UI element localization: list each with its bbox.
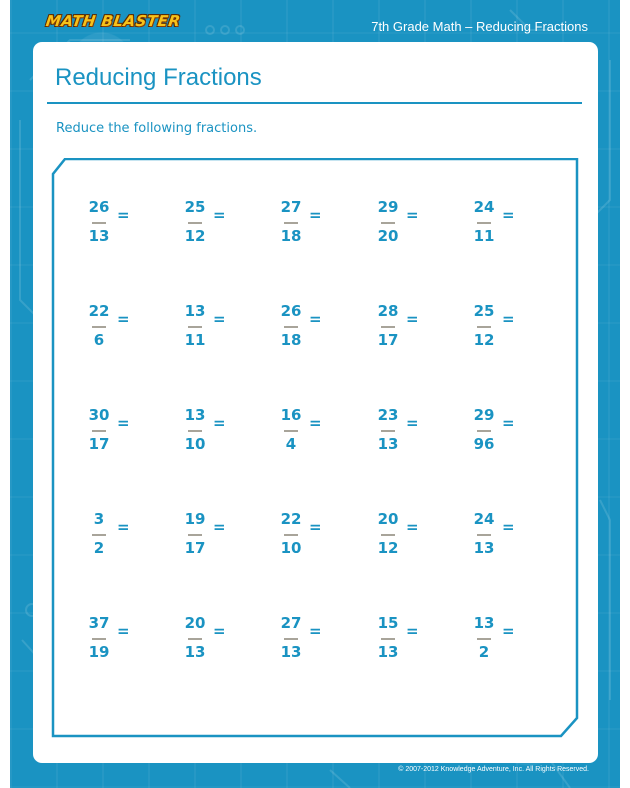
equals-sign: = bbox=[406, 518, 419, 536]
fraction-problem bbox=[375, 302, 435, 352]
fraction-bar bbox=[477, 326, 491, 328]
fraction-problem bbox=[182, 302, 242, 352]
equals-sign: = bbox=[213, 622, 226, 640]
numerator: 27 bbox=[280, 614, 302, 632]
breadcrumb: 7th Grade Math – Reducing Fractions bbox=[371, 19, 588, 34]
fraction-bar bbox=[381, 326, 395, 328]
equals-sign: = bbox=[117, 414, 130, 432]
equals-sign: = bbox=[502, 518, 515, 536]
numerator: 23 bbox=[377, 406, 399, 424]
fraction-bar bbox=[284, 534, 298, 536]
fraction-problem bbox=[86, 614, 146, 664]
fraction-problem bbox=[471, 302, 531, 352]
equals-sign: = bbox=[213, 206, 226, 224]
denominator: 12 bbox=[377, 539, 399, 557]
equals-sign: = bbox=[406, 622, 419, 640]
equals-sign: = bbox=[502, 622, 515, 640]
numerator: 15 bbox=[377, 614, 399, 632]
equals-sign: = bbox=[406, 414, 419, 432]
equals-sign: = bbox=[117, 206, 130, 224]
fraction-bar bbox=[381, 638, 395, 640]
fraction-bar bbox=[188, 534, 202, 536]
fraction-problem bbox=[86, 198, 146, 248]
fraction-problem bbox=[471, 510, 531, 560]
numerator: 24 bbox=[473, 510, 495, 528]
copyright-text: © 2007-2012 Knowledge Adventure, Inc. All Rights Reserved. bbox=[398, 766, 589, 773]
denominator: 12 bbox=[473, 331, 495, 349]
page-title: Reducing Fractions bbox=[55, 64, 262, 91]
denominator: 2 bbox=[478, 643, 490, 661]
denominator: 20 bbox=[377, 227, 399, 245]
numerator: 29 bbox=[473, 406, 495, 424]
fraction-bar bbox=[188, 430, 202, 432]
equals-sign: = bbox=[406, 310, 419, 328]
denominator: 4 bbox=[285, 435, 297, 453]
equals-sign: = bbox=[502, 310, 515, 328]
equals-sign: = bbox=[502, 414, 515, 432]
denominator: 10 bbox=[280, 539, 302, 557]
fraction-problem bbox=[278, 510, 338, 560]
math-blaster-logo[interactable]: MATH BLASTER bbox=[44, 12, 182, 30]
denominator: 18 bbox=[280, 331, 302, 349]
denominator: 2 bbox=[93, 539, 105, 557]
numerator: 30 bbox=[88, 406, 110, 424]
equals-sign: = bbox=[213, 414, 226, 432]
numerator: 13 bbox=[184, 406, 206, 424]
numerator: 26 bbox=[88, 198, 110, 216]
fraction-problem bbox=[86, 510, 146, 560]
denominator: 11 bbox=[473, 227, 495, 245]
fraction-bar bbox=[381, 222, 395, 224]
fraction-bar bbox=[284, 638, 298, 640]
fraction-problem bbox=[182, 198, 242, 248]
title-divider bbox=[47, 102, 582, 104]
numerator: 20 bbox=[377, 510, 399, 528]
numerator: 26 bbox=[280, 302, 302, 320]
equals-sign: = bbox=[117, 518, 130, 536]
denominator: 10 bbox=[184, 435, 206, 453]
equals-sign: = bbox=[213, 310, 226, 328]
equals-sign: = bbox=[502, 206, 515, 224]
equals-sign: = bbox=[309, 518, 322, 536]
fraction-problem bbox=[182, 614, 242, 664]
denominator: 13 bbox=[88, 227, 110, 245]
fraction-problem bbox=[86, 406, 146, 456]
numerator: 24 bbox=[473, 198, 495, 216]
denominator: 13 bbox=[184, 643, 206, 661]
denominator: 13 bbox=[473, 539, 495, 557]
fraction-problem bbox=[278, 302, 338, 352]
fraction-problem bbox=[471, 406, 531, 456]
denominator: 12 bbox=[184, 227, 206, 245]
fraction-problem bbox=[182, 406, 242, 456]
denominator: 18 bbox=[280, 227, 302, 245]
fraction-bar bbox=[188, 638, 202, 640]
fraction-bar bbox=[92, 222, 106, 224]
fraction-bar bbox=[477, 222, 491, 224]
fraction-bar bbox=[284, 222, 298, 224]
equals-sign: = bbox=[309, 622, 322, 640]
fraction-bar bbox=[477, 638, 491, 640]
fraction-bar bbox=[381, 430, 395, 432]
numerator: 3 bbox=[93, 510, 105, 528]
fraction-bar bbox=[92, 638, 106, 640]
fraction-bar bbox=[284, 326, 298, 328]
fraction-problem bbox=[375, 406, 435, 456]
numerator: 16 bbox=[280, 406, 302, 424]
fraction-bar bbox=[92, 326, 106, 328]
denominator: 13 bbox=[377, 643, 399, 661]
equals-sign: = bbox=[309, 206, 322, 224]
denominator: 17 bbox=[88, 435, 110, 453]
equals-sign: = bbox=[117, 622, 130, 640]
fraction-problem bbox=[86, 302, 146, 352]
fraction-problem bbox=[375, 510, 435, 560]
denominator: 17 bbox=[184, 539, 206, 557]
numerator: 25 bbox=[184, 198, 206, 216]
denominator: 19 bbox=[88, 643, 110, 661]
fraction-problem bbox=[278, 198, 338, 248]
fraction-problem bbox=[278, 406, 338, 456]
equals-sign: = bbox=[406, 206, 419, 224]
numerator: 37 bbox=[88, 614, 110, 632]
numerator: 25 bbox=[473, 302, 495, 320]
fraction-problem bbox=[375, 614, 435, 664]
equals-sign: = bbox=[309, 310, 322, 328]
denominator: 17 bbox=[377, 331, 399, 349]
fraction-bar bbox=[188, 326, 202, 328]
fraction-problem bbox=[182, 510, 242, 560]
fraction-bar bbox=[381, 534, 395, 536]
fraction-problem bbox=[278, 614, 338, 664]
instruction-text: Reduce the following fractions. bbox=[56, 121, 258, 136]
fraction-grid bbox=[50, 198, 550, 678]
fraction-bar bbox=[92, 430, 106, 432]
numerator: 22 bbox=[280, 510, 302, 528]
equals-sign: = bbox=[309, 414, 322, 432]
numerator: 13 bbox=[473, 614, 495, 632]
numerator: 22 bbox=[88, 302, 110, 320]
fraction-bar bbox=[477, 534, 491, 536]
numerator: 28 bbox=[377, 302, 399, 320]
fraction-bar bbox=[92, 534, 106, 536]
equals-sign: = bbox=[117, 310, 130, 328]
fraction-problem bbox=[471, 614, 531, 664]
fraction-bar bbox=[477, 430, 491, 432]
fraction-bar bbox=[284, 430, 298, 432]
denominator: 96 bbox=[473, 435, 495, 453]
numerator: 20 bbox=[184, 614, 206, 632]
fraction-problem bbox=[375, 198, 435, 248]
fraction-bar bbox=[188, 222, 202, 224]
numerator: 29 bbox=[377, 198, 399, 216]
denominator: 6 bbox=[93, 331, 105, 349]
equals-sign: = bbox=[213, 518, 226, 536]
numerator: 27 bbox=[280, 198, 302, 216]
numerator: 19 bbox=[184, 510, 206, 528]
denominator: 13 bbox=[377, 435, 399, 453]
denominator: 11 bbox=[184, 331, 206, 349]
fraction-problem bbox=[471, 198, 531, 248]
denominator: 13 bbox=[280, 643, 302, 661]
numerator: 13 bbox=[184, 302, 206, 320]
